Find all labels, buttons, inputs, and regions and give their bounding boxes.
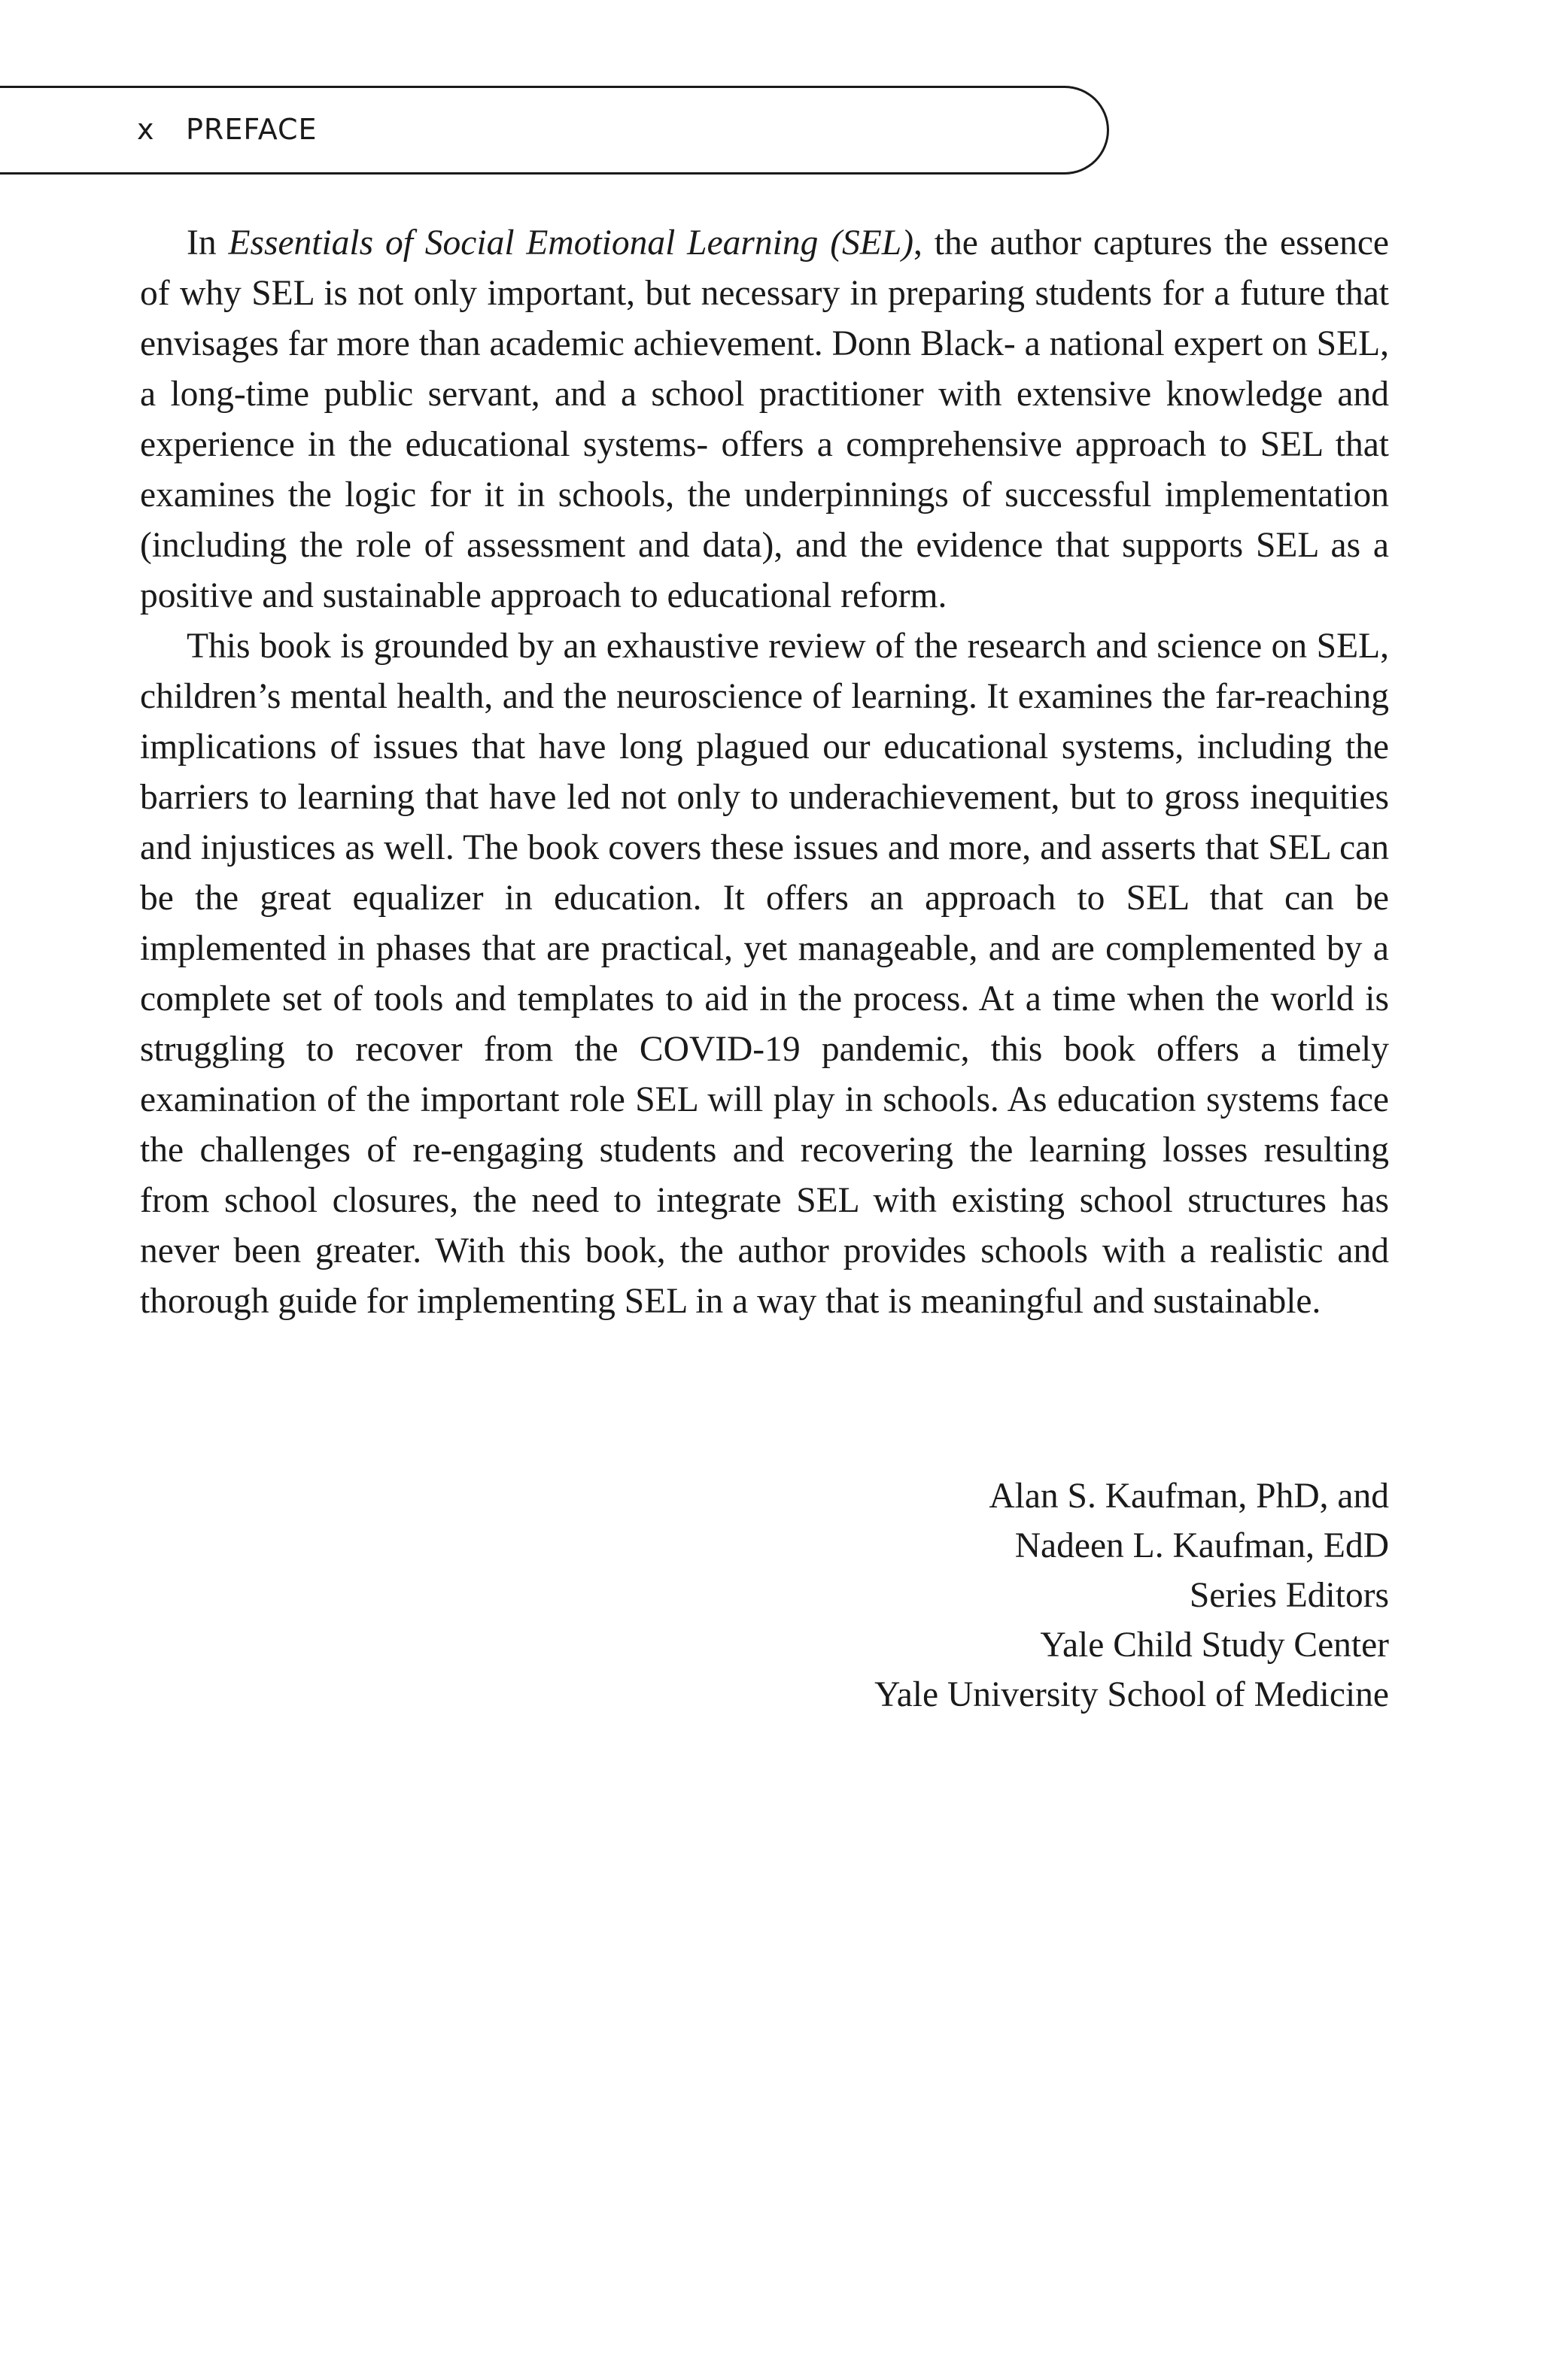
signature-line-2: Nadeen L. Kaufman, EdD bbox=[1014, 1526, 1389, 1565]
paragraph-1 bbox=[140, 218, 1389, 621]
paragraph-1-lead: In bbox=[187, 223, 229, 263]
paragraph-2: This book is grounded by an exhaustive review of the research and science on SEL, children’s mental health, and the neuroscience of learning. It examines the far-reaching implications of issues that have long plagued our educational systems, including the barriers to learning that have led not only to underachievement, but to gross inequities and injustices as well. The book covers these issues and more, and asserts that SEL can be the great equalizer in education. It offers an approach to SEL that can be implemented in phases that are practical, yet manageable, and are complemented by a complete set of tools and templates to aid in the process. At a time when the world is struggling to recover from the COVID-19 pandemic, this book offers a timely examination of the important role SEL will play in schools. As education systems face the challenges of re-engaging students and recovering the learning losses resulting from school closures, the need to integrate SEL with existing school structures has never been greater. With this book, the author provides schools with a realistic and thorough guide for implementing SEL in a way that is meaningful and sustainable. bbox=[140, 627, 1389, 1321]
signature-line-4: Yale Child Study Center bbox=[1040, 1626, 1389, 1665]
signature-line-5: Yale University School of Medicine bbox=[874, 1675, 1389, 1714]
running-head-title: PREFACE bbox=[186, 113, 318, 146]
book-title: Essentials of Social Emotional Learning (SEL) bbox=[228, 223, 914, 263]
preface-body bbox=[140, 218, 1389, 1327]
paragraph-1-text: , the author captures the essence of why SEL is not only important, but necessary in preparing students for a future that envisages far more than academic achievement. Donn Black- a national expert on SEL, a long-time public servant, and a school practitioner with extensive knowledge and experience in the educational systems- offers a comprehensive approach to SEL that examines the logic for it in schools, the underpinnings of successful implementation (including the role of assessment and data), and the evidence that supports SEL as a positive and sustainable approach to educational reform. bbox=[140, 223, 1389, 615]
page-number: x bbox=[137, 113, 155, 146]
signature-line-1: Alan S. Kaufman, PhD, and bbox=[989, 1477, 1389, 1516]
signature-line-3: Series Editors bbox=[1189, 1576, 1389, 1615]
signature-block bbox=[874, 1471, 1389, 1720]
running-head-bar bbox=[0, 86, 1109, 175]
